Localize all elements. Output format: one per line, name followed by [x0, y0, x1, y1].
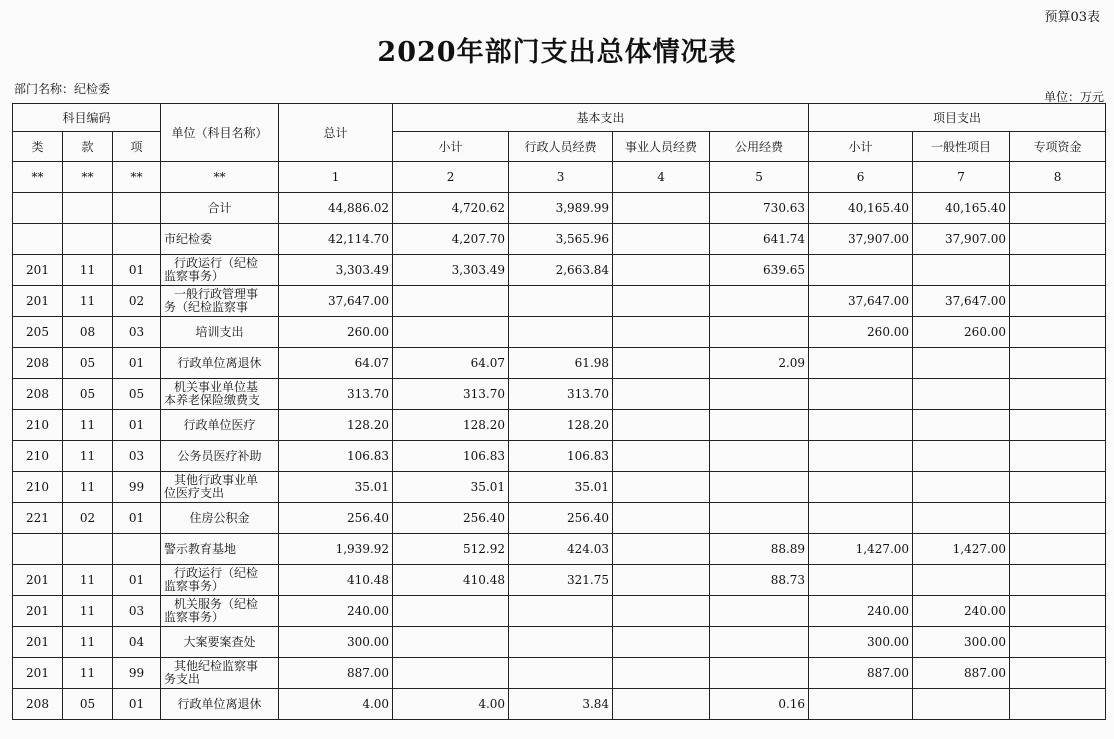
cell-kuan: 11: [63, 658, 113, 689]
cell-proj-subtotal: [809, 472, 913, 503]
cell-kuan: 11: [63, 627, 113, 658]
cell-xiang: 05: [113, 379, 161, 410]
cell-special-fund: [1010, 286, 1106, 317]
index-cell: 2: [393, 162, 509, 193]
cell-proj-subtotal: [809, 565, 913, 596]
cell-lei: 208: [13, 348, 63, 379]
name-line-2: 务（纪检监察事: [164, 300, 249, 314]
cell-kuan: [63, 534, 113, 565]
cell-public: [710, 317, 809, 348]
cell-inst-staff: [613, 503, 710, 534]
cell-special-fund: [1010, 441, 1106, 472]
cell-total: 3,303.49: [279, 255, 393, 286]
cell-total: 300.00: [279, 627, 393, 658]
cell-general-proj: [913, 441, 1010, 472]
header-general-proj: 一般性项目: [913, 132, 1010, 162]
cell-admin-staff: 106.83: [509, 441, 613, 472]
cell-inst-staff: [613, 224, 710, 255]
cell-basic-subtotal: 4,720.62: [393, 193, 509, 224]
cell-public: 2.09: [710, 348, 809, 379]
cell-basic-subtotal: 64.07: [393, 348, 509, 379]
name-line-2: 监察事务）: [164, 610, 225, 624]
cell-name: 住房公积金: [161, 503, 279, 534]
cell-basic-subtotal: [393, 286, 509, 317]
cell-kuan: 11: [63, 441, 113, 472]
page-title: 2020年部门支出总体情况表: [377, 37, 737, 68]
cell-special-fund: [1010, 317, 1106, 348]
cell-name: [161, 596, 279, 627]
cell-inst-staff: [613, 193, 710, 224]
cell-special-fund: [1010, 534, 1106, 565]
cell-total: 260.00: [279, 317, 393, 348]
cell-total: 35.01: [279, 472, 393, 503]
table-row: [13, 689, 1106, 720]
table-row: [13, 348, 1106, 379]
cell-xiang: 01: [113, 348, 161, 379]
cell-name: 市纪检委: [161, 224, 279, 255]
cell-basic-subtotal: 4,207.70: [393, 224, 509, 255]
cell-inst-staff: [613, 658, 710, 689]
cell-basic-subtotal: 256.40: [393, 503, 509, 534]
cell-total: 44,886.02: [279, 193, 393, 224]
cell-total: 128.20: [279, 410, 393, 441]
cell-xiang: 99: [113, 472, 161, 503]
cell-lei: 201: [13, 565, 63, 596]
cell-special-fund: [1010, 596, 1106, 627]
cell-lei: [13, 224, 63, 255]
cell-inst-staff: [613, 255, 710, 286]
cell-basic-subtotal: [393, 658, 509, 689]
header-row-1: [13, 104, 1106, 132]
table-row: [13, 410, 1106, 441]
name-line-1: 行政运行（纪检: [174, 566, 259, 580]
cell-proj-subtotal: [809, 255, 913, 286]
cell-admin-staff: 3.84: [509, 689, 613, 720]
cell-lei: 210: [13, 441, 63, 472]
table-row: [13, 193, 1106, 224]
cell-proj-subtotal: [809, 379, 913, 410]
cell-inst-staff: [613, 472, 710, 503]
cell-admin-staff: [509, 286, 613, 317]
index-cell: 5: [710, 162, 809, 193]
cell-admin-staff: 3,989.99: [509, 193, 613, 224]
cell-general-proj: 40,165.40: [913, 193, 1010, 224]
cell-total: 256.40: [279, 503, 393, 534]
cell-public: [710, 658, 809, 689]
cell-xiang: 03: [113, 441, 161, 472]
cell-kuan: 05: [63, 348, 113, 379]
cell-public: [710, 627, 809, 658]
cell-public: [710, 410, 809, 441]
cell-general-proj: 260.00: [913, 317, 1010, 348]
name-line-1: 其他纪检监察事: [174, 659, 259, 673]
index-cell: **: [63, 162, 113, 193]
cell-basic-subtotal: [393, 596, 509, 627]
index-cell: 6: [809, 162, 913, 193]
cell-lei: 208: [13, 689, 63, 720]
cell-special-fund: [1010, 627, 1106, 658]
cell-lei: 221: [13, 503, 63, 534]
cell-basic-subtotal: 4.00: [393, 689, 509, 720]
cell-inst-staff: [613, 596, 710, 627]
table-row: [13, 255, 1106, 286]
cell-proj-subtotal: [809, 410, 913, 441]
cell-name: 行政单位离退休: [161, 689, 279, 720]
cell-total: 106.83: [279, 441, 393, 472]
header-total: 总计: [279, 104, 393, 162]
name-line-1: 机关服务（纪检: [174, 597, 259, 611]
header-inst-staff: 事业人员经费: [613, 132, 710, 162]
cell-public: [710, 441, 809, 472]
cell-lei: 201: [13, 286, 63, 317]
cell-public: [710, 472, 809, 503]
table-row: [13, 596, 1106, 627]
index-cell: 7: [913, 162, 1010, 193]
cell-lei: 210: [13, 472, 63, 503]
cell-name: 公务员医疗补助: [161, 441, 279, 472]
cell-total: 313.70: [279, 379, 393, 410]
cell-basic-subtotal: 3,303.49: [393, 255, 509, 286]
cell-special-fund: [1010, 565, 1106, 596]
cell-general-proj: [913, 472, 1010, 503]
cell-proj-subtotal: [809, 348, 913, 379]
cell-inst-staff: [613, 410, 710, 441]
header-admin-staff: 行政人员经费: [509, 132, 613, 162]
cell-special-fund: [1010, 658, 1106, 689]
cell-basic-subtotal: [393, 317, 509, 348]
cell-general-proj: 240.00: [913, 596, 1010, 627]
cell-admin-staff: [509, 317, 613, 348]
cell-public: [710, 503, 809, 534]
cell-xiang: [113, 534, 161, 565]
cell-lei: 201: [13, 627, 63, 658]
cell-public: [710, 286, 809, 317]
cell-kuan: 02: [63, 503, 113, 534]
cell-total: 1,939.92: [279, 534, 393, 565]
cell-special-fund: [1010, 472, 1106, 503]
header-special-fund: 专项资金: [1010, 132, 1106, 162]
expenditure-table: [12, 103, 1106, 720]
cell-name: [161, 379, 279, 410]
header-proj-subtotal: 小计: [809, 132, 913, 162]
cell-name: 警示教育基地: [161, 534, 279, 565]
cell-lei: 201: [13, 255, 63, 286]
cell-admin-staff: 128.20: [509, 410, 613, 441]
cell-special-fund: [1010, 410, 1106, 441]
cell-lei: [13, 534, 63, 565]
table-row: [13, 317, 1106, 348]
cell-xiang: 01: [113, 503, 161, 534]
cell-admin-staff: 313.70: [509, 379, 613, 410]
cell-name: [161, 565, 279, 596]
cell-lei: 208: [13, 379, 63, 410]
cell-admin-staff: 3,565.96: [509, 224, 613, 255]
cell-xiang: 03: [113, 317, 161, 348]
cell-inst-staff: [613, 379, 710, 410]
index-cell: 8: [1010, 162, 1106, 193]
cell-general-proj: [913, 379, 1010, 410]
cell-general-proj: 300.00: [913, 627, 1010, 658]
cell-inst-staff: [613, 689, 710, 720]
cell-xiang: 01: [113, 689, 161, 720]
cell-proj-subtotal: 260.00: [809, 317, 913, 348]
cell-lei: 205: [13, 317, 63, 348]
name-line-1: 一般行政管理事: [174, 287, 259, 301]
cell-xiang: 03: [113, 596, 161, 627]
cell-xiang: 01: [113, 410, 161, 441]
cell-total: 4.00: [279, 689, 393, 720]
cell-proj-subtotal: 240.00: [809, 596, 913, 627]
cell-kuan: 05: [63, 379, 113, 410]
cell-name: [161, 472, 279, 503]
cell-inst-staff: [613, 286, 710, 317]
cell-admin-staff: 35.01: [509, 472, 613, 503]
cell-special-fund: [1010, 689, 1106, 720]
cell-lei: 201: [13, 596, 63, 627]
cell-general-proj: 887.00: [913, 658, 1010, 689]
cell-total: 42,114.70: [279, 224, 393, 255]
cell-special-fund: [1010, 503, 1106, 534]
cell-name: [161, 286, 279, 317]
cell-general-proj: 37,647.00: [913, 286, 1010, 317]
cell-special-fund: [1010, 224, 1106, 255]
index-row: [13, 162, 1106, 193]
name-line-1: 机关事业单位基: [174, 380, 259, 394]
cell-lei: [13, 193, 63, 224]
header-lei: 类: [13, 132, 63, 162]
cell-admin-staff: 321.75: [509, 565, 613, 596]
index-cell: **: [161, 162, 279, 193]
cell-basic-subtotal: 35.01: [393, 472, 509, 503]
cell-general-proj: [913, 348, 1010, 379]
cell-lei: 210: [13, 410, 63, 441]
cell-kuan: 08: [63, 317, 113, 348]
header-name: 单位（科目名称）: [161, 104, 279, 162]
unit-label: 单位：万元: [1043, 90, 1104, 104]
cell-basic-subtotal: 512.92: [393, 534, 509, 565]
cell-xiang: [113, 193, 161, 224]
cell-name: [161, 255, 279, 286]
cell-kuan: 11: [63, 255, 113, 286]
index-cell: 3: [509, 162, 613, 193]
name-line-2: 监察事务）: [164, 579, 225, 593]
cell-admin-staff: [509, 596, 613, 627]
cell-proj-subtotal: 887.00: [809, 658, 913, 689]
cell-inst-staff: [613, 565, 710, 596]
header-basic-subtotal: 小计: [393, 132, 509, 162]
name-line-1: 行政运行（纪检: [174, 256, 259, 270]
cell-proj-subtotal: 300.00: [809, 627, 913, 658]
cell-admin-staff: 424.03: [509, 534, 613, 565]
cell-proj-subtotal: 1,427.00: [809, 534, 913, 565]
department-label: 部门名称：纪检委: [14, 82, 111, 96]
header-kuan: 款: [63, 132, 113, 162]
cell-name: 大案要案查处: [161, 627, 279, 658]
name-line-2: 本养老保险缴费支: [164, 393, 261, 407]
table-row: [13, 534, 1106, 565]
table-row: [13, 503, 1106, 534]
cell-inst-staff: [613, 317, 710, 348]
cell-general-proj: 1,427.00: [913, 534, 1010, 565]
cell-xiang: 01: [113, 565, 161, 596]
table-row: [13, 441, 1106, 472]
cell-special-fund: [1010, 348, 1106, 379]
cell-general-proj: [913, 255, 1010, 286]
table-row: [13, 379, 1106, 410]
cell-xiang: 01: [113, 255, 161, 286]
index-cell: 4: [613, 162, 710, 193]
header-basic-group: 基本支出: [393, 104, 809, 132]
cell-public: 0.16: [710, 689, 809, 720]
table-row: [13, 286, 1106, 317]
cell-basic-subtotal: 313.70: [393, 379, 509, 410]
cell-general-proj: [913, 503, 1010, 534]
cell-name: 合计: [161, 193, 279, 224]
table-row: [13, 658, 1106, 689]
cell-proj-subtotal: 37,907.00: [809, 224, 913, 255]
cell-xiang: 02: [113, 286, 161, 317]
cell-total: 887.00: [279, 658, 393, 689]
cell-kuan: 11: [63, 596, 113, 627]
index-cell: **: [113, 162, 161, 193]
cell-public: 730.63: [710, 193, 809, 224]
table-row: [13, 472, 1106, 503]
cell-name: 培训支出: [161, 317, 279, 348]
cell-proj-subtotal: [809, 689, 913, 720]
cell-admin-staff: [509, 658, 613, 689]
cell-lei: 201: [13, 658, 63, 689]
cell-special-fund: [1010, 193, 1106, 224]
name-line-2: 务支出: [164, 672, 201, 686]
cell-proj-subtotal: [809, 503, 913, 534]
cell-total: 64.07: [279, 348, 393, 379]
cell-kuan: 05: [63, 689, 113, 720]
cell-name: 行政单位离退休: [161, 348, 279, 379]
cell-kuan: [63, 224, 113, 255]
header-xiang: 项: [113, 132, 161, 162]
name-line-2: 监察事务）: [164, 269, 225, 283]
cell-total: 240.00: [279, 596, 393, 627]
cell-admin-staff: 61.98: [509, 348, 613, 379]
cell-kuan: 11: [63, 565, 113, 596]
cell-proj-subtotal: [809, 441, 913, 472]
cell-total: 37,647.00: [279, 286, 393, 317]
cell-inst-staff: [613, 534, 710, 565]
name-line-2: 位医疗支出: [164, 486, 225, 500]
cell-admin-staff: [509, 627, 613, 658]
cell-admin-staff: 2,663.84: [509, 255, 613, 286]
cell-xiang: [113, 224, 161, 255]
cell-basic-subtotal: 410.48: [393, 565, 509, 596]
index-cell: 1: [279, 162, 393, 193]
cell-public: [710, 379, 809, 410]
cell-proj-subtotal: 37,647.00: [809, 286, 913, 317]
cell-public: 639.65: [710, 255, 809, 286]
cell-general-proj: [913, 689, 1010, 720]
form-number: 预算03表: [1044, 10, 1100, 25]
cell-kuan: 11: [63, 410, 113, 441]
cell-xiang: 99: [113, 658, 161, 689]
table-row: [13, 565, 1106, 596]
cell-inst-staff: [613, 627, 710, 658]
cell-xiang: 04: [113, 627, 161, 658]
table-row: [13, 224, 1106, 255]
cell-proj-subtotal: 40,165.40: [809, 193, 913, 224]
cell-general-proj: [913, 565, 1010, 596]
cell-basic-subtotal: 106.83: [393, 441, 509, 472]
cell-name: 行政单位医疗: [161, 410, 279, 441]
header-public: 公用经费: [710, 132, 809, 162]
cell-public: [710, 596, 809, 627]
cell-special-fund: [1010, 379, 1106, 410]
index-cell: **: [13, 162, 63, 193]
cell-inst-staff: [613, 441, 710, 472]
header-project-group: 项目支出: [809, 104, 1106, 132]
cell-public: 88.89: [710, 534, 809, 565]
name-line-1: 其他行政事业单: [174, 473, 259, 487]
cell-general-proj: [913, 410, 1010, 441]
cell-inst-staff: [613, 348, 710, 379]
cell-kuan: 11: [63, 286, 113, 317]
table-row: [13, 627, 1106, 658]
cell-name: [161, 658, 279, 689]
header-code-group: 科目编码: [13, 104, 161, 132]
cell-admin-staff: 256.40: [509, 503, 613, 534]
cell-basic-subtotal: 128.20: [393, 410, 509, 441]
cell-kuan: 11: [63, 472, 113, 503]
cell-special-fund: [1010, 255, 1106, 286]
cell-kuan: [63, 193, 113, 224]
cell-public: 88.73: [710, 565, 809, 596]
cell-total: 410.48: [279, 565, 393, 596]
cell-general-proj: 37,907.00: [913, 224, 1010, 255]
cell-basic-subtotal: [393, 627, 509, 658]
cell-public: 641.74: [710, 224, 809, 255]
